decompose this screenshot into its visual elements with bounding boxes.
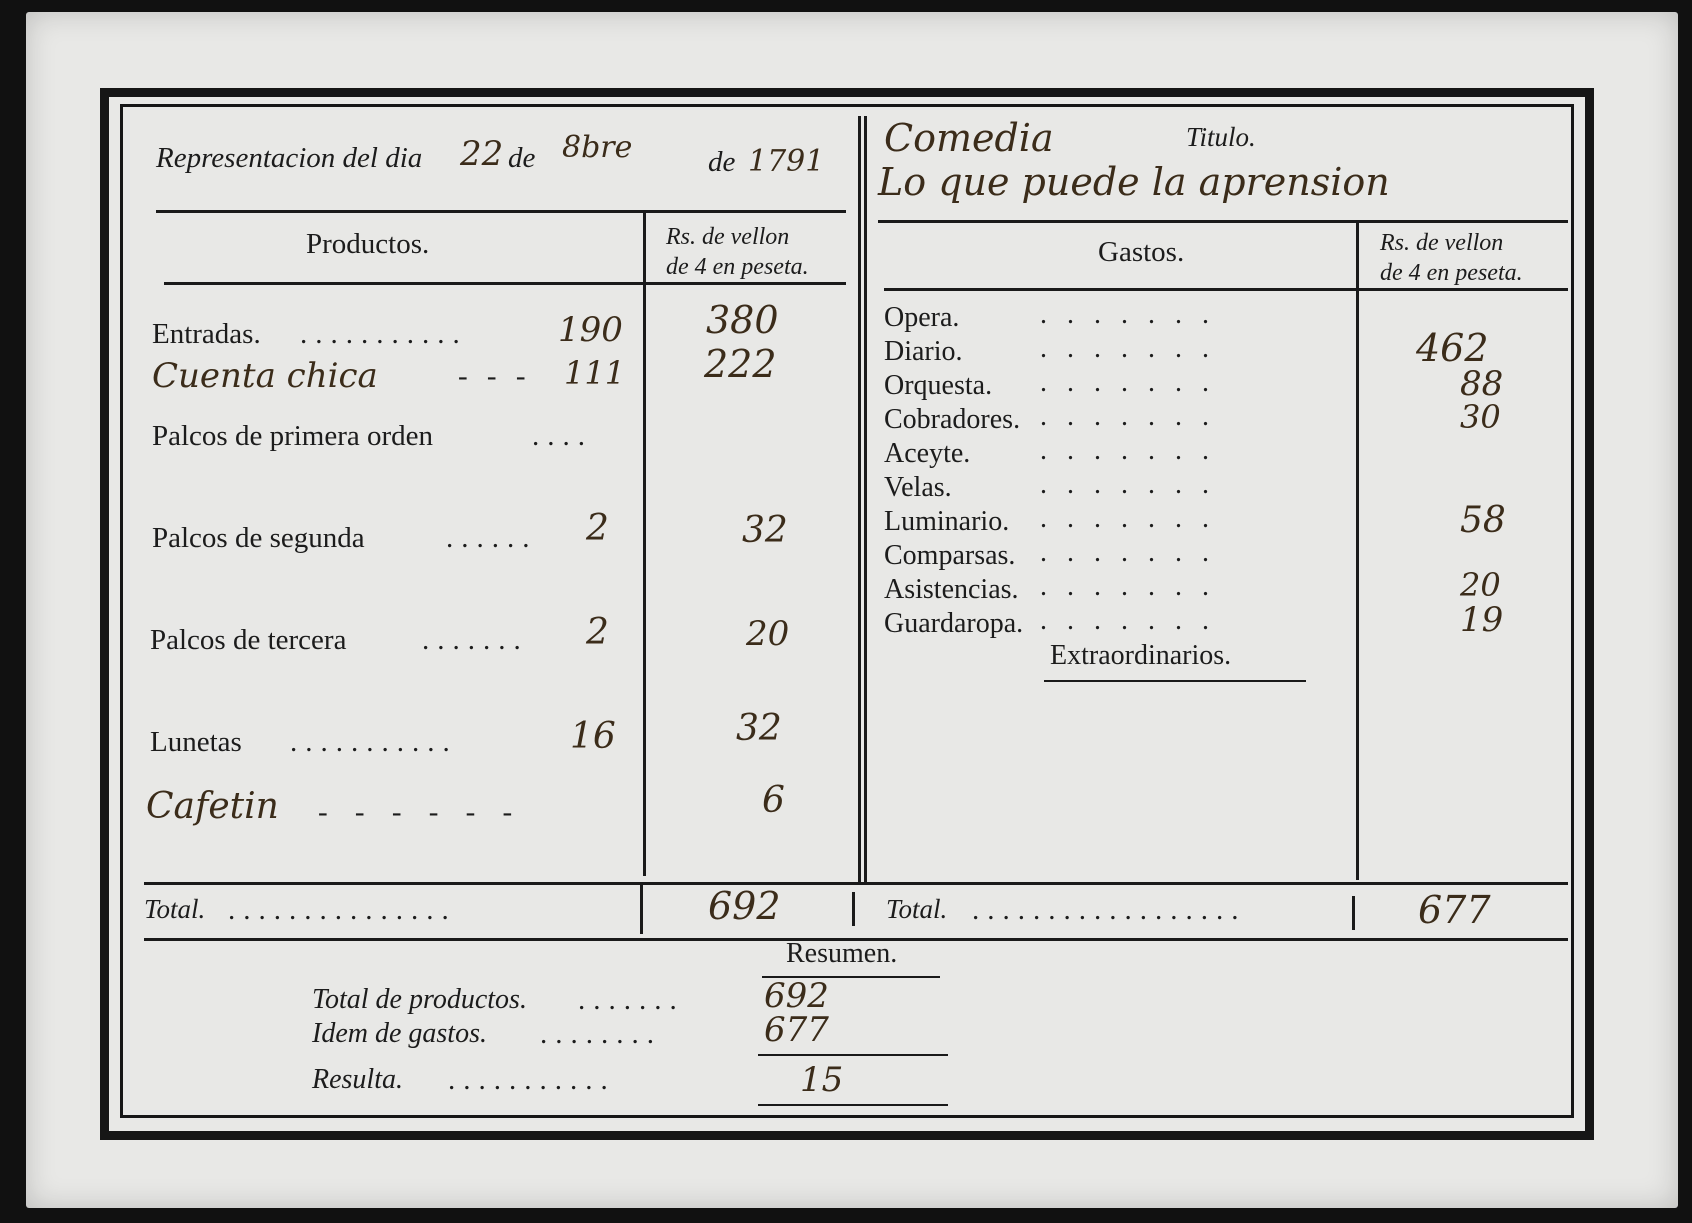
leader-dots: ...............	[228, 894, 457, 926]
leader-dots: .......	[578, 984, 685, 1016]
extraordinarios-underline	[1044, 680, 1306, 682]
leader-dots: ....	[532, 420, 593, 452]
gastos-row-label: Orquesta.	[884, 370, 993, 401]
gastos-row-label: Cobradores.	[884, 404, 1021, 435]
resumen-heading: Resumen.	[786, 938, 898, 969]
gastos-row-label: Guardaropa.	[884, 608, 1024, 639]
idem-gastos-value: 677	[764, 1010, 829, 1050]
productos-row-amount: 380	[706, 298, 779, 342]
gastos-row-label: Diario.	[884, 336, 963, 367]
productos-row-count: 2	[586, 612, 609, 653]
resulta-value: 15	[800, 1060, 844, 1100]
gastos-total-label: Total.	[886, 894, 948, 924]
resumen-final-line	[758, 1104, 948, 1106]
total-productos-value: 692	[764, 976, 829, 1016]
gastos-row-label: Aceyte.	[884, 438, 971, 469]
gastos-row-amount: 20	[1460, 566, 1501, 604]
leader-dots: .......	[422, 624, 529, 656]
total-divider-3	[1352, 896, 1355, 930]
leader-dashes: - - -	[458, 360, 532, 392]
center-divider	[858, 116, 861, 884]
extraordinarios-label: Extraordinarios.	[1050, 640, 1232, 671]
gastos-heading: Gastos.	[1098, 236, 1185, 268]
productos-row-label: Palcos de segunda	[152, 522, 365, 554]
productos-row-count: 2	[586, 508, 609, 549]
productos-row-count: 190	[558, 310, 623, 350]
leader-dots: ...........	[290, 726, 458, 758]
center-divider-2	[864, 116, 867, 884]
resumen-sum-line	[758, 1054, 948, 1056]
year-value: 1791	[748, 144, 825, 179]
productos-total-value: 692	[708, 884, 781, 928]
productos-row-label: Palcos de primera orden	[152, 420, 434, 452]
productos-row-label: Cafetin	[146, 786, 279, 827]
gastos-amount-divider	[1356, 222, 1359, 880]
gastos-row-label: Asistencias.	[884, 574, 1019, 605]
gastos-row-amount: 19	[1460, 600, 1504, 640]
productos-total-label: Total.	[144, 894, 206, 924]
leader-dots: ..................	[972, 894, 1247, 926]
gastos-col-head-1: Rs. de vellon	[1380, 230, 1504, 256]
productos-row-label: Lunetas	[150, 726, 242, 758]
gastos-col-head-2: de 4 en peseta.	[1380, 260, 1523, 286]
gastos-row-amount: 462	[1416, 326, 1489, 370]
titulo-label: Titulo.	[1186, 122, 1256, 152]
productos-row-count: 16	[570, 716, 616, 757]
productos-row-count: 111	[564, 354, 626, 392]
leader-dots: ...........	[300, 318, 468, 350]
productos-head-rule	[164, 282, 846, 285]
header-rule-left	[156, 210, 846, 213]
day-value: 22	[460, 134, 504, 174]
title-value: Lo que puede la aprension	[878, 160, 1390, 204]
resulta-label: Resulta.	[312, 1064, 403, 1095]
productos-row-amount: 6	[762, 780, 785, 821]
gastos-row-label: Velas.	[884, 472, 952, 503]
comedia-value: Comedia	[884, 116, 1054, 160]
representacion-label: Representacion del dia	[156, 142, 423, 174]
de-label-1: de	[508, 142, 536, 174]
gastos-row-label: Luminario.	[884, 506, 1010, 537]
gastos-head-rule	[884, 288, 1568, 291]
month-value: 8bre	[562, 130, 633, 165]
de-label-2: de	[708, 146, 736, 178]
productos-row-label: Entradas.	[152, 318, 261, 350]
total-divider-2	[852, 892, 855, 926]
productos-row-amount: 32	[742, 510, 788, 551]
gastos-row-amount: 30	[1460, 398, 1501, 436]
leader-dots: ...........	[448, 1064, 616, 1096]
productos-row-amount: 32	[736, 708, 782, 749]
productos-col-head-1: Rs. de vellon	[666, 224, 790, 250]
idem-gastos-label: Idem de gastos.	[312, 1018, 487, 1049]
totals-top-rule	[144, 882, 1568, 885]
productos-row-amount: 20	[746, 614, 790, 654]
gastos-row-label: Opera.	[884, 302, 960, 333]
productos-heading: Productos.	[306, 228, 430, 260]
productos-row-label: Cuenta chica	[152, 356, 378, 396]
header-rule-right	[878, 220, 1568, 223]
total-divider-1	[640, 884, 643, 934]
leader-dots: ........	[540, 1018, 662, 1050]
gastos-row-amount: 88	[1460, 364, 1504, 404]
leader-dashes: - - - - - -	[318, 796, 523, 828]
gastos-total-value: 677	[1418, 888, 1491, 932]
productos-amount-divider	[643, 212, 646, 876]
productos-row-amount: 222	[704, 342, 777, 386]
leader-dots: ......	[446, 522, 538, 554]
gastos-row-label: Comparsas.	[884, 540, 1016, 571]
gastos-leader-dots: ....... ....... ....... ....... ....... ....... ....... ....... ....... .......	[1040, 299, 1229, 636]
gastos-row-amount: 58	[1460, 500, 1506, 541]
productos-col-head-2: de 4 en peseta.	[666, 254, 809, 280]
total-productos-label: Total de productos.	[312, 984, 527, 1015]
productos-row-label: Palcos de tercera	[150, 624, 347, 656]
